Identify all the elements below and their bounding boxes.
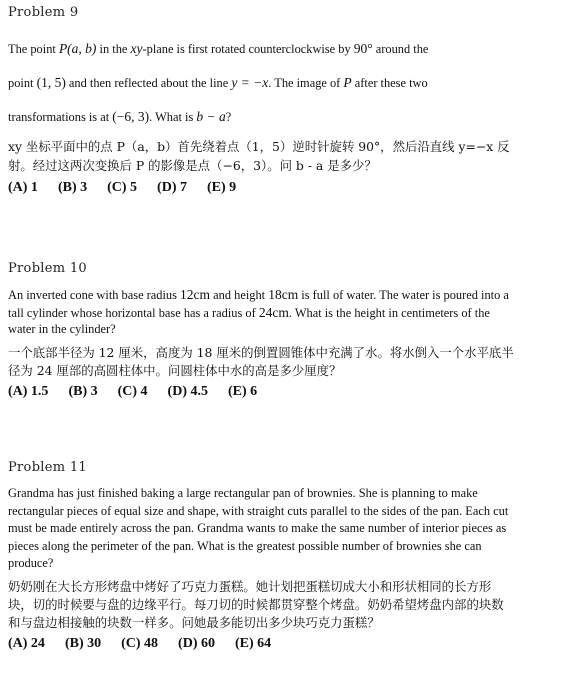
- text: The point: [8, 42, 59, 56]
- problem-text-line: [8, 74, 428, 93]
- text: transformations is at: [8, 110, 113, 124]
- chinese-text-line: 一个底部半径为 12 厘米，高度为 18 厘米的倒置圆锥体中充满了水。将水倒入一个水平底半: [8, 345, 514, 360]
- choice-e: (E) 9: [206, 180, 237, 195]
- problem-text-line: water in the cylinder?: [8, 322, 116, 336]
- text: after these two: [351, 76, 428, 90]
- math: 24cm: [258, 305, 289, 320]
- text: . What is: [149, 110, 197, 124]
- math: (1, 5): [36, 75, 66, 90]
- choice-a: (A) 1.5: [8, 384, 49, 399]
- chinese-text-line: 径为 24 厘部的高圆柱体中。问圆柱体中水的高是多少厘度？: [8, 363, 342, 378]
- text: ?: [225, 110, 232, 124]
- chinese-text-line: 射。经过这两次变换后 P 的影像是点（−6，3）。问 b - a 是多少？: [8, 158, 377, 173]
- choice-c: (C) 4: [117, 384, 148, 399]
- math: P(a, b): [58, 41, 97, 56]
- choice-b: (B) 3: [68, 384, 98, 399]
- text: in the: [96, 42, 131, 56]
- answer-choices: [8, 384, 277, 400]
- choice-b: (B) 30: [64, 636, 102, 651]
- problem-text-line: pieces along the perimeter of the pan. What is the greatest possible number of brownies she can: [8, 539, 482, 553]
- chinese-text-line: 奶奶刚在大长方形烤盘中烤好了巧克力蛋糕。她计划把蛋糕切成大小和形状相同的长方形: [8, 579, 492, 594]
- math: 18cm: [268, 287, 299, 302]
- choice-c: (C) 48: [121, 636, 159, 651]
- answer-choices: [8, 636, 291, 652]
- choice-e: (E) 6: [227, 384, 258, 399]
- text: is full of water. The water is poured into a: [298, 288, 509, 302]
- choice-a: (A) 1: [8, 180, 38, 195]
- text: and height: [210, 288, 269, 302]
- text: An inverted cone with base radius: [8, 288, 181, 302]
- choice-d: (D) 7: [157, 180, 187, 195]
- chinese-text-line: 和与盘边相接触的块数一样多。问她最多能切出多少块巧克力蛋糕？: [8, 615, 380, 630]
- problem-title: Problem 10: [8, 261, 87, 276]
- problem-text-line: [8, 40, 428, 59]
- chinese-text-line: 块，切的时候要与盘的边缘平行。每刀切的时候都贯穿整个烤盘。奶奶希望烤盘内部的块数: [8, 597, 504, 612]
- problem-text-line: rectangular pieces of equal size and shape, with straight cuts parallel to the sides of the pan. Each cut: [8, 504, 509, 518]
- problem-text-line: [8, 304, 490, 323]
- choice-a: (A) 24: [8, 636, 45, 651]
- math: b − a: [196, 109, 226, 124]
- math: y = −x: [231, 75, 269, 90]
- problem-text-line: [8, 286, 509, 305]
- math: xy: [130, 41, 143, 56]
- text: tall cylinder whose horizontal base has a radius of: [8, 306, 259, 320]
- chinese-text-line: xy 坐标平面中的点 P（a，b）首先绕着点（1，5）逆时针旋转 90°，然后沿直线 y=−x 反: [8, 139, 510, 154]
- math: 12cm: [180, 287, 211, 302]
- choice-c: (C) 5: [107, 180, 138, 195]
- math: P: [343, 75, 352, 90]
- problem-text-line: Grandma has just finished baking a large rectangular pan of brownies. She is planning to make: [8, 486, 478, 500]
- problem-text-line: [8, 108, 231, 127]
- answer-choices: [8, 180, 256, 196]
- choice-e: (E) 64: [234, 636, 272, 651]
- text: and then reflected about the line: [65, 76, 232, 90]
- text: point: [8, 76, 37, 90]
- text: around the: [372, 42, 429, 56]
- text: -plane is first rotated counterclockwise by: [142, 42, 354, 56]
- problem-text-line: must be made entirely across the pan. Grandma wants to make the same number of interior pieces as: [8, 521, 507, 535]
- text: . The image of: [268, 76, 344, 90]
- choice-b: (B) 3: [57, 180, 88, 195]
- problem-text-line: produce?: [8, 556, 54, 570]
- math: 90°: [353, 41, 373, 56]
- choice-d: (D) 4.5: [167, 384, 208, 399]
- text: . What is the height in centimeters of the: [288, 306, 490, 320]
- problem-title: Problem 9: [8, 5, 79, 20]
- problem-title: Problem 11: [8, 460, 87, 475]
- math: (−6, 3): [112, 109, 150, 124]
- choice-d: (D) 60: [178, 636, 215, 651]
